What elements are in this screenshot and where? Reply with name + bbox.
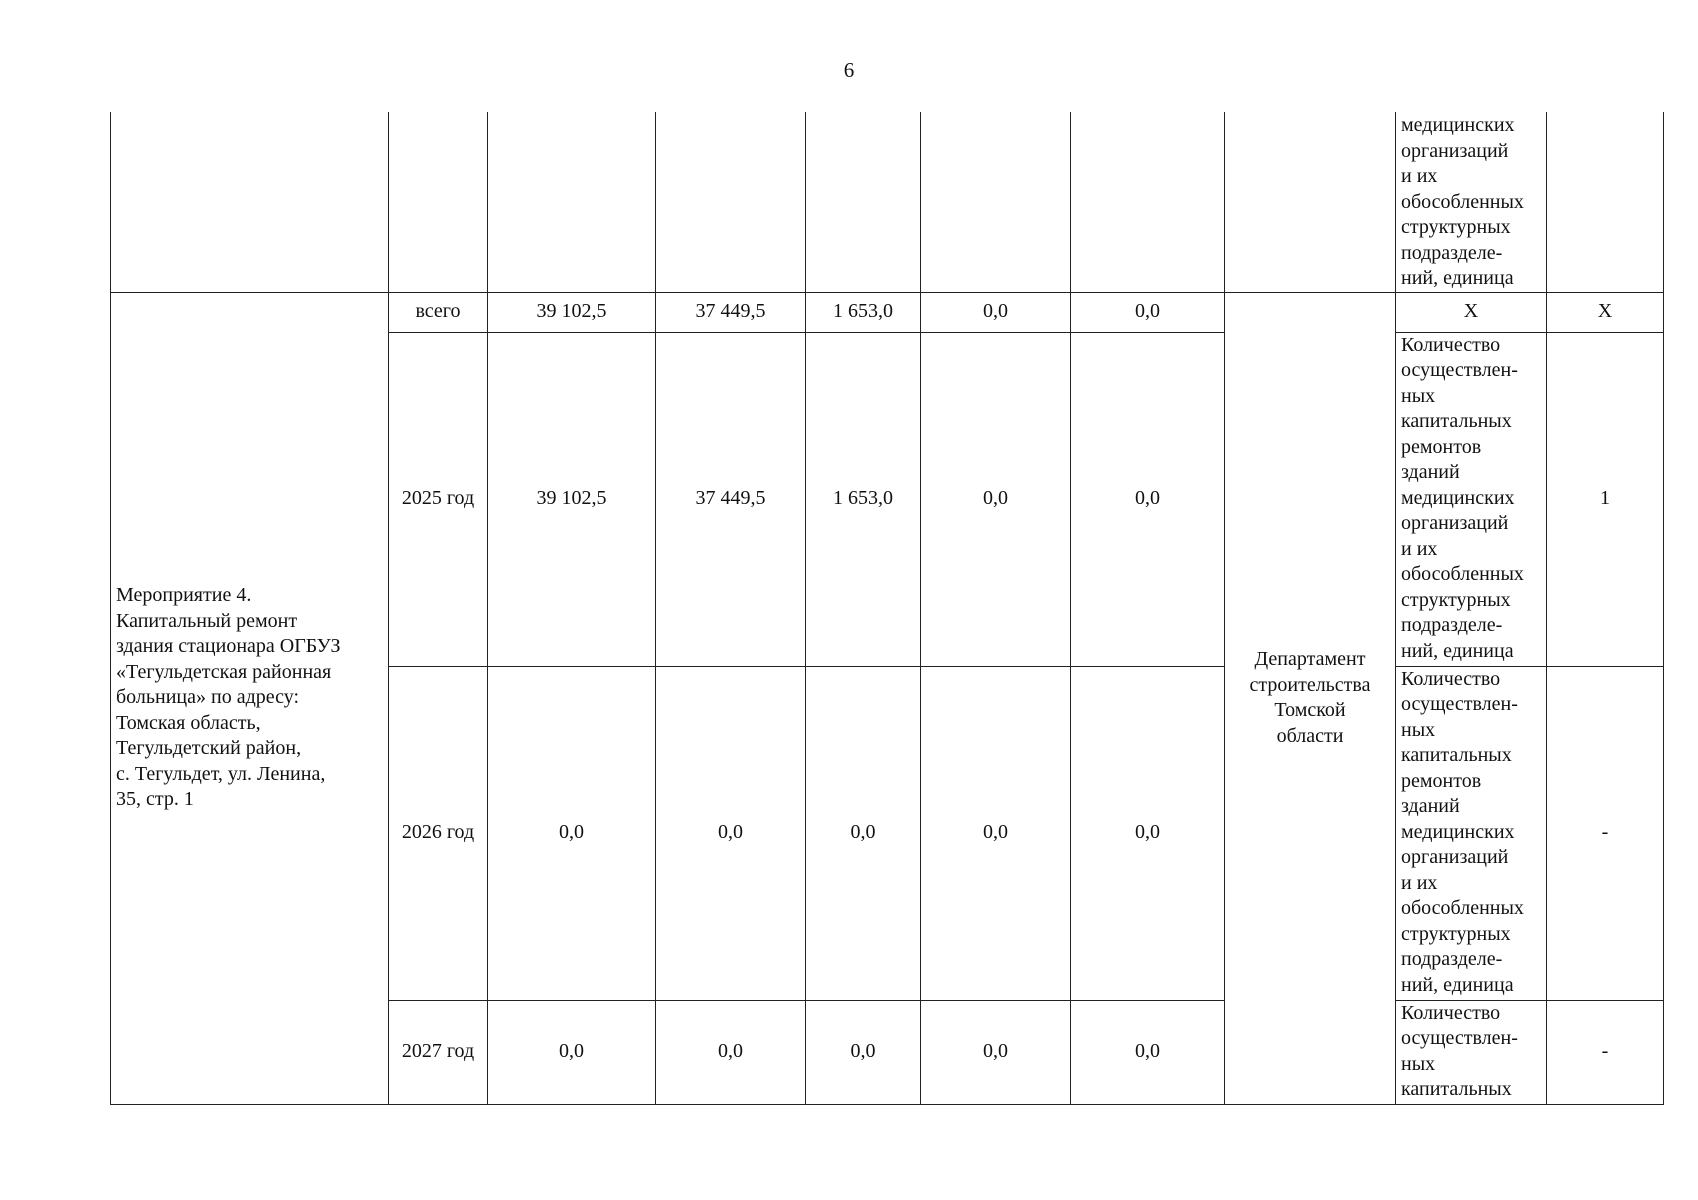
value-cell: 39 102,5 xyxy=(488,332,656,666)
indicator-cell: Количество осуществлен- ных капитальных ремонтов зданий медицинских организаций и их обособленных структурных подразделе- ний, единица xyxy=(1396,332,1547,666)
indicator-cell: X xyxy=(1396,292,1547,332)
value-cell: 0,0 xyxy=(488,666,656,1000)
responsible-department: Департамент строительства Томской области xyxy=(1225,292,1396,1104)
period-cell: всего xyxy=(389,292,488,332)
value-cell: 37 449,5 xyxy=(656,332,806,666)
empty-cell xyxy=(921,112,1071,292)
value-cell: 0,0 xyxy=(921,332,1071,666)
event-title: Мероприятие 4. Капитальный ремонт здания стационара ОГБУЗ «Тегульдетская районная больница» по адресу: Томская область, Тегульдетский район, с. Тегульдет, ул. Ленина, 35, стр. 1 xyxy=(111,292,389,1104)
value-cell: 1 653,0 xyxy=(806,292,921,332)
indicator-cell: Количество осуществлен- ных капитальных xyxy=(1396,1000,1547,1104)
continuation-row xyxy=(111,112,1664,292)
empty-cell xyxy=(1225,112,1396,292)
period-cell: 2026 год xyxy=(389,666,488,1000)
value-cell: 0,0 xyxy=(1071,292,1225,332)
period-cell: 2025 год xyxy=(389,332,488,666)
value-cell: 0,0 xyxy=(656,666,806,1000)
value-cell: 0,0 xyxy=(921,292,1071,332)
value-cell: 0,0 xyxy=(1071,666,1225,1000)
period-cell: 2027 год xyxy=(389,1000,488,1104)
value-cell: 0,0 xyxy=(1071,1000,1225,1104)
value-cell: 37 449,5 xyxy=(656,292,806,332)
value-cell: 0,0 xyxy=(921,666,1071,1000)
empty-cell xyxy=(1547,112,1664,292)
empty-cell xyxy=(111,112,389,292)
value-cell: 0,0 xyxy=(806,1000,921,1104)
empty-cell xyxy=(488,112,656,292)
value-cell: 0,0 xyxy=(921,1000,1071,1104)
indicator-cell xyxy=(1396,112,1547,292)
indicator-value-cell: 1 xyxy=(1547,332,1664,666)
value-cell: 39 102,5 xyxy=(488,292,656,332)
value-cell: 0,0 xyxy=(1071,332,1225,666)
indicator-value-cell: - xyxy=(1547,666,1664,1000)
page-number: 6 xyxy=(843,58,855,82)
value-cell: 0,0 xyxy=(488,1000,656,1104)
empty-cell xyxy=(1071,112,1225,292)
program-table xyxy=(110,112,1664,1105)
value-cell: 1 653,0 xyxy=(806,332,921,666)
table-row-total xyxy=(111,292,1664,332)
indicator-cell: Количество осуществлен- ных капитальных ремонтов зданий медицинских организаций и их обособленных структурных подразделе- ний, единица xyxy=(1396,666,1547,1000)
indicator-value-cell: X xyxy=(1547,292,1664,332)
indicator-text: медицинских организаций и их обособленных структурных подразделе- ний, единица xyxy=(1401,114,1524,289)
indicator-value-cell: - xyxy=(1547,1000,1664,1104)
empty-cell xyxy=(389,112,488,292)
empty-cell xyxy=(656,112,806,292)
value-cell: 0,0 xyxy=(806,666,921,1000)
value-cell: 0,0 xyxy=(656,1000,806,1104)
empty-cell xyxy=(806,112,921,292)
